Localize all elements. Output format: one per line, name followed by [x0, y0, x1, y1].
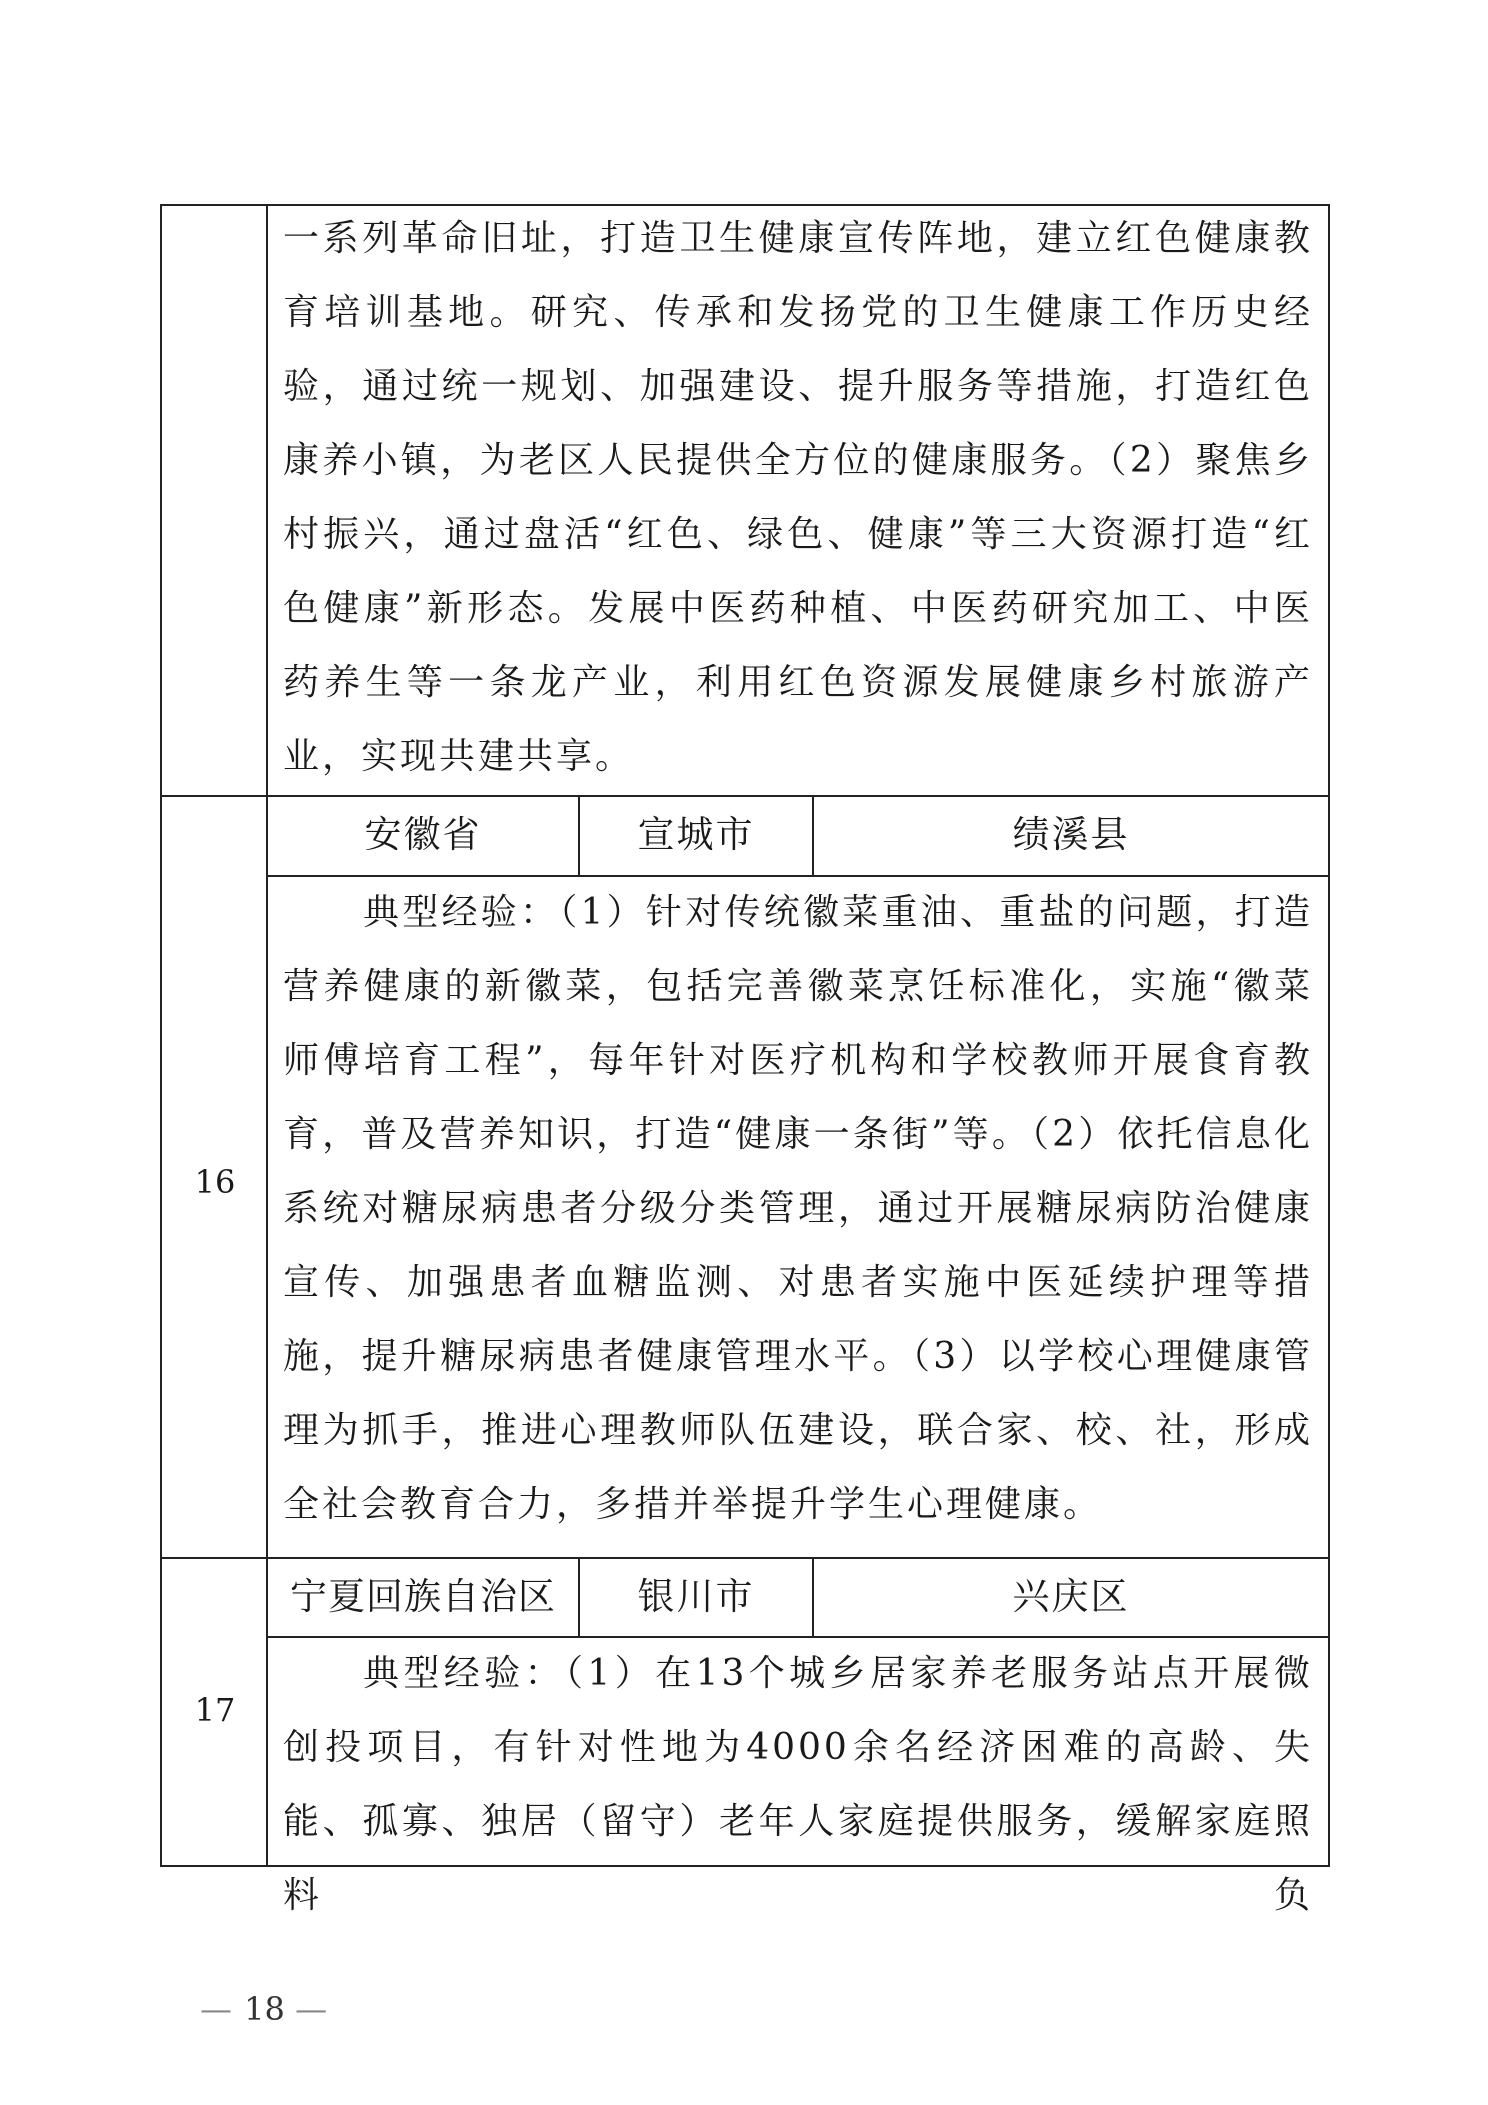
table-border-right	[1328, 204, 1330, 1867]
city-cell: 银川市	[637, 1575, 755, 1618]
page-footer	[200, 1990, 329, 2028]
entry-number: 17	[194, 1691, 236, 1729]
city-cell: 宣城市	[637, 813, 755, 856]
experience-paragraph: 典型经验：（1）针对传统徽菜重油、重盐的问题，打造营养健康的新徽菜，包括完善徽菜烹饪标准化，实施“徽菜师傅培育工程”，每年针对医疗机构和学校教师开展食育教育，普及营养知识，打造“健康一条街”等。（2）依托信息化系统对糖尿病患者分级分类管理，通过开展糖尿病防治健康宣传、加强患者血糖监测、对患者实施中医延续护理等措施，提升糖尿病患者健康管理水平。（3）以学校心理健康管理为抓手，推进心理教师队伍建设，联合家、校、社，形成全社会教育合力，多措并举提升学生心理健康。	[283, 892, 1313, 1525]
continuation-paragraph: 一系列革命旧址，打造卫生健康宣传阵地，建立红色健康教育培训基地。研究、传承和发扬党的卫生健康工作历史经验，通过统一规划、加强建设、提升服务等措施，打造红色康养小镇，为老区人民提供全方位的健康服务。（2）聚焦乡村振兴，通过盘活“红色、绿色、健康”等三大资源打造“红色健康”新形态。发展中医药种植、中医药研究加工、中医药养生等一条龙产业，利用红色资源发展健康乡村旅游产业，实现共建共享。	[283, 218, 1313, 777]
experience-paragraph: 典型经验：（1）在13个城乡居家养老服务站点开展微创投项目，有针对性地为4000余名经济困难的高龄、失能、孤寡、独居（留守）老年人家庭提供服务，缓解家庭照料负	[283, 1653, 1313, 1916]
page-number: 18	[244, 1990, 285, 2028]
province-cell: 安徽省	[364, 813, 482, 856]
entry-number: 16	[194, 1163, 236, 1201]
province-cell: 宁夏回族自治区	[290, 1575, 556, 1618]
county-cell: 绩溪县	[1012, 813, 1130, 856]
table-border-left	[160, 204, 162, 1867]
footer-dash: —	[295, 1990, 330, 2028]
county-cell: 兴庆区	[1012, 1575, 1130, 1618]
footer-dash: —	[200, 1990, 234, 2028]
